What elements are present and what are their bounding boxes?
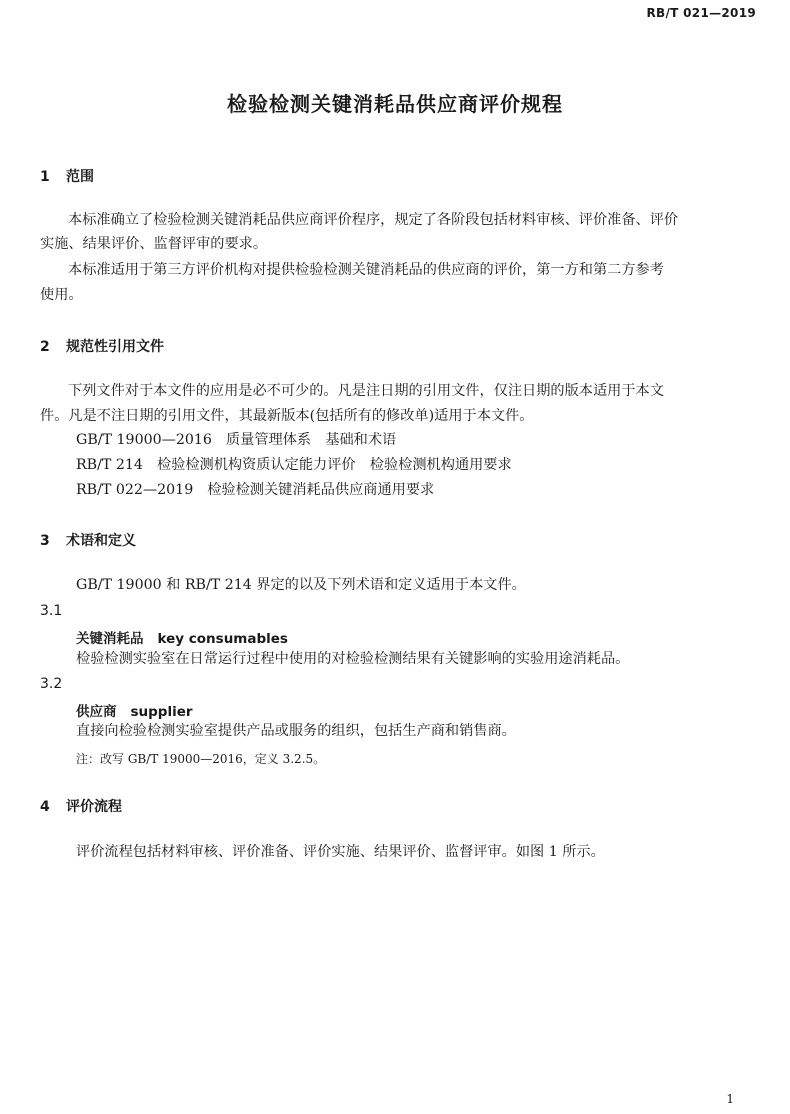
- reference-title: 质量管理体系 基础和术语: [225, 432, 397, 448]
- section-2-heading: [40, 336, 164, 356]
- term-definition: 直接向检验检测实验室提供产品或服务的组织，包括生产商和销售商。: [76, 723, 516, 739]
- reference-code: GB/T 19000—2016: [76, 432, 212, 448]
- term-number: 3.1: [40, 603, 63, 619]
- term-name: [76, 700, 193, 720]
- paragraph-line: GB/T 19000 和 RB/T 214 界定的以及下列术语和定义适用于本文件。: [76, 577, 526, 593]
- reference-code: RB/T 214: [76, 457, 143, 473]
- section-title: 评价流程: [66, 799, 122, 815]
- section-4-heading: [40, 796, 122, 816]
- reference-title: 检验检测关键消耗品供应商通用要求: [207, 482, 435, 498]
- page-number: 1: [726, 1092, 734, 1106]
- standard-code: RB/T 021—2019: [646, 6, 756, 20]
- term-en: key consumables: [157, 631, 288, 647]
- paragraph-line: 评价流程包括材料审核、评价准备、评价实施、结果评价、监督评审。如图 1 所示。: [76, 844, 605, 860]
- reference-code: RB/T 022—2019: [76, 482, 194, 498]
- term-en: supplier: [130, 704, 193, 720]
- paragraph-line: 使用。: [40, 287, 83, 303]
- term-cn: 供应商: [76, 704, 117, 720]
- reference-item: [76, 458, 512, 472]
- term-number: 3.2: [40, 676, 63, 692]
- section-title: 规范性引用文件: [66, 339, 164, 355]
- section-title: 范围: [66, 169, 94, 185]
- section-title: 术语和定义: [66, 533, 136, 549]
- document-title: 检验检测关键消耗品供应商评价规程: [227, 92, 563, 116]
- section-number: 2: [40, 339, 50, 355]
- section-1-heading: [40, 166, 94, 186]
- reference-item: [76, 433, 396, 447]
- term-note: 注：改写 GB/T 19000—2016，定义 3.2.5。: [76, 752, 326, 766]
- paragraph-line: 下列文件对于本文件的应用是必不可少的。凡是注日期的引用文件，仅注日期的版本适用于本文: [68, 383, 664, 399]
- section-number: 4: [40, 799, 50, 815]
- section-3-heading: [40, 530, 136, 550]
- term-definition: 检验检测实验室在日常运行过程中使用的对检验检测结果有关键影响的实验用途消耗品。: [76, 651, 630, 667]
- reference-title: 检验检测机构资质认定能力评价 检验检测机构通用要求: [156, 457, 512, 473]
- reference-item: [76, 483, 434, 497]
- paragraph-line: 本标准确立了检验检测关键消耗品供应商评价程序，规定了各阶段包括材料审核、评价准备、评价: [68, 212, 679, 228]
- paragraph-line: 本标准适用于第三方评价机构对提供检验检测关键消耗品的供应商的评价，第一方和第二方参考: [68, 262, 664, 278]
- paragraph-line: 件。凡是不注日期的引用文件，其最新版本(包括所有的修改单)适用于本文件。: [40, 408, 534, 424]
- term-name: [76, 627, 288, 647]
- section-number: 3: [40, 533, 50, 549]
- section-number: 1: [40, 169, 50, 185]
- paragraph-line: 实施、结果评价、监督评审的要求。: [40, 236, 268, 252]
- term-cn: 关键消耗品: [76, 631, 144, 647]
